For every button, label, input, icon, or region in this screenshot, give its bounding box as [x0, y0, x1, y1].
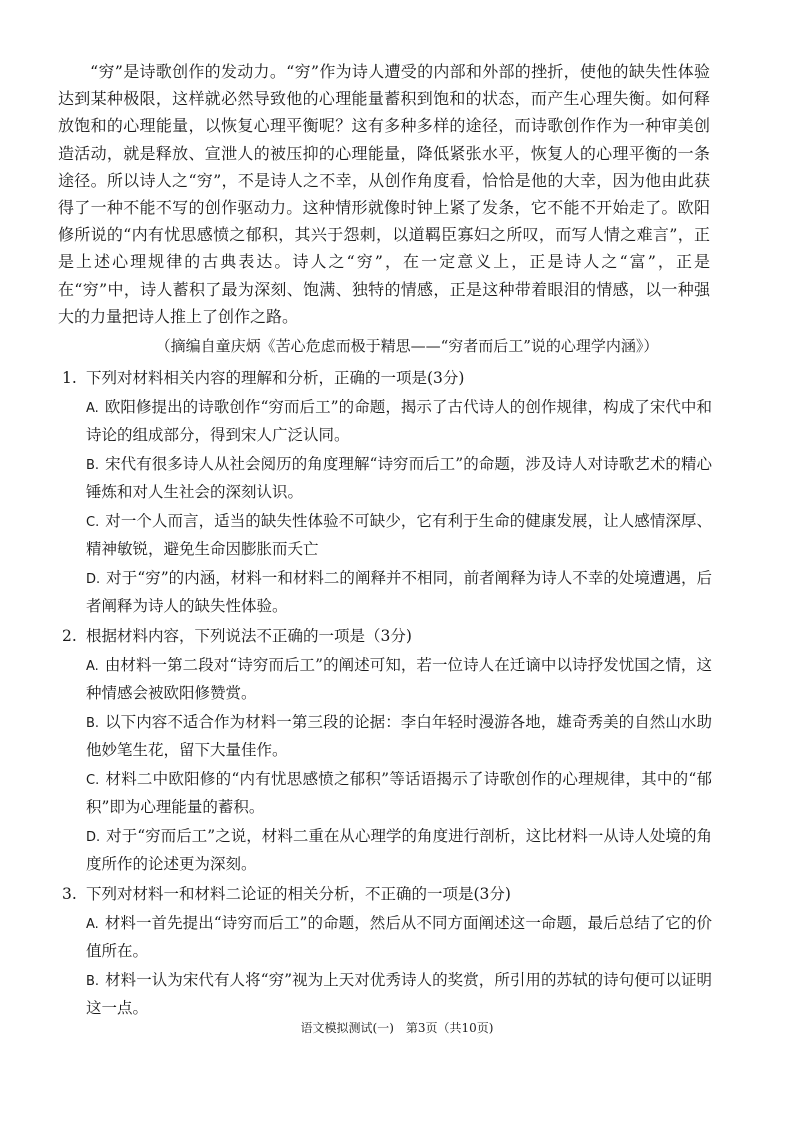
option-b — [62, 451, 712, 506]
option-letter: B. — [86, 458, 100, 473]
option-text: 材料二中欧阳修的“内有忧思感愤之郁积”等话语揭示了诗歌创作的心理规律，其中的“郁积”即为心理能量的蓄积。 — [86, 770, 712, 816]
option-text: 欧阳修提出的诗歌创作“穷而后工”的命题，揭示了古代诗人的创作规律，构成了宋代中和诗论的组成部分，得到宋人广泛认同。 — [86, 398, 712, 444]
question-text: 根据材料内容，下列说法不正确的一项是（3分) — [86, 627, 412, 645]
option-letter: C. — [86, 515, 100, 530]
option-letter: D. — [86, 572, 101, 587]
option-text: 材料一认为宋代有人将“穷”视为上天对优秀诗人的奖赏，所引用的苏轼的诗句便可以证明这一点。 — [86, 971, 712, 1017]
option-text: 由材料一第二段对“诗穷而后工”的阐述可知，若一位诗人在迁谪中以诗抒发忧国之情，这种情感会被欧阳修赞赏。 — [86, 656, 712, 702]
option-letter: A. — [86, 917, 99, 932]
question-list — [62, 365, 712, 1024]
option-d — [62, 823, 712, 878]
question-number: 3. — [62, 885, 77, 903]
question-1 — [62, 365, 712, 620]
option-c — [62, 508, 712, 563]
question-stem — [62, 365, 712, 392]
option-text: 对一个人而言，适当的缺失性体验不可缺少，它有利于生命的健康发展，让人感情深厚、精神敏锐，避免生命因膨胀而夭亡 — [86, 512, 712, 558]
option-text: 对于“穷”的内涵，材料一和材料二的阐释并不相同，前者阐释为诗人不幸的处境遭遇，后者阐释为诗人的缺失性体验。 — [86, 569, 712, 615]
option-letter: A. — [86, 659, 99, 674]
option-letter: C. — [86, 773, 100, 788]
passage-source: （摘编自童庆炳《苦心危虑而极于精思——“穷者而后工”说的心理学内涵》） — [155, 337, 659, 355]
option-b — [62, 709, 712, 764]
option-d — [62, 565, 712, 620]
option-letter: B. — [86, 716, 100, 731]
question-2 — [62, 623, 712, 878]
option-letter: B. — [86, 974, 100, 989]
option-text: 以下内容不适合作为材料一第三段的论据：李白年轻时漫游各地，雄奇秀美的自然山水助他妙笔生花，留下大量佳作。 — [86, 713, 712, 759]
question-text: 下列对材料相关内容的理解和分析，正确的一项是(3分) — [86, 369, 465, 387]
option-b — [62, 967, 712, 1022]
option-text: 宋代有很多诗人从社会阅历的角度理解“诗穷而后工”的命题，涉及诗人对诗歌艺术的精心锤炼和对人生社会的深刻认识。 — [86, 455, 712, 501]
passage-paragraph: “穷”是诗歌创作的发动力。“穷”作为诗人遭受的内部和外部的挫折，使他的缺失性体验达到某种极限，这样就必然导致他的心理能量蓄积到饱和的状态，而产生心理失衡。如何释放饱和的心理能量，以恢复心理平衡呢？这有多种多样的途径，而诗歌创作作为一种审美创造活动，就是释放、宣泄人的被压抑的心理能量，降低紧张水平，恢复人的心理平衡的一条途径。所以诗人之“穷”，不是诗人之不幸，从创作角度看，恰恰是他的大幸，因为他由此获得了一种不能不写的创作驱动力。这种情形就像时钟上紧了发条，它不能不开始走了。欧阳修所说的“内有忧思感愤之郁积，其兴于怨刺，以道羁臣寡妇之所叹，而写人情之难言”，正是上述心理规律的古典表达。诗人之“穷”，在一定意义上，正是诗人之“富”，正是在“穷”中，诗人蓄积了最为深刻、饱满、独特的情感，正是这种带着眼泪的情感，以一种强大的力量把诗人推上了创作之路。 — [58, 62, 710, 326]
option-text: 对于“穷而后工”之说，材料二重在从心理学的角度进行剖析，这比材料一从诗人处境的角度所作的论述更为深刻。 — [86, 827, 712, 873]
option-letter: D. — [86, 830, 101, 845]
option-a — [62, 910, 712, 965]
option-c — [62, 766, 712, 821]
question-text: 下列对材料一和材料二论证的相关分析，不正确的一项是(3分) — [86, 885, 511, 903]
question-stem — [62, 881, 712, 908]
question-number: 1. — [62, 369, 77, 387]
question-number: 2. — [62, 627, 77, 645]
page-footer: 语文模拟测试(一) 第3页（共10页) — [300, 1021, 494, 1035]
option-letter: A. — [86, 401, 99, 416]
question-3 — [62, 881, 712, 1022]
question-stem — [62, 623, 712, 650]
option-text: 材料一首先提出“诗穷而后工”的命题，然后从不同方面阐述这一命题，最后总结了它的价值所在。 — [86, 914, 712, 960]
option-a — [62, 652, 712, 707]
option-a — [62, 394, 712, 449]
